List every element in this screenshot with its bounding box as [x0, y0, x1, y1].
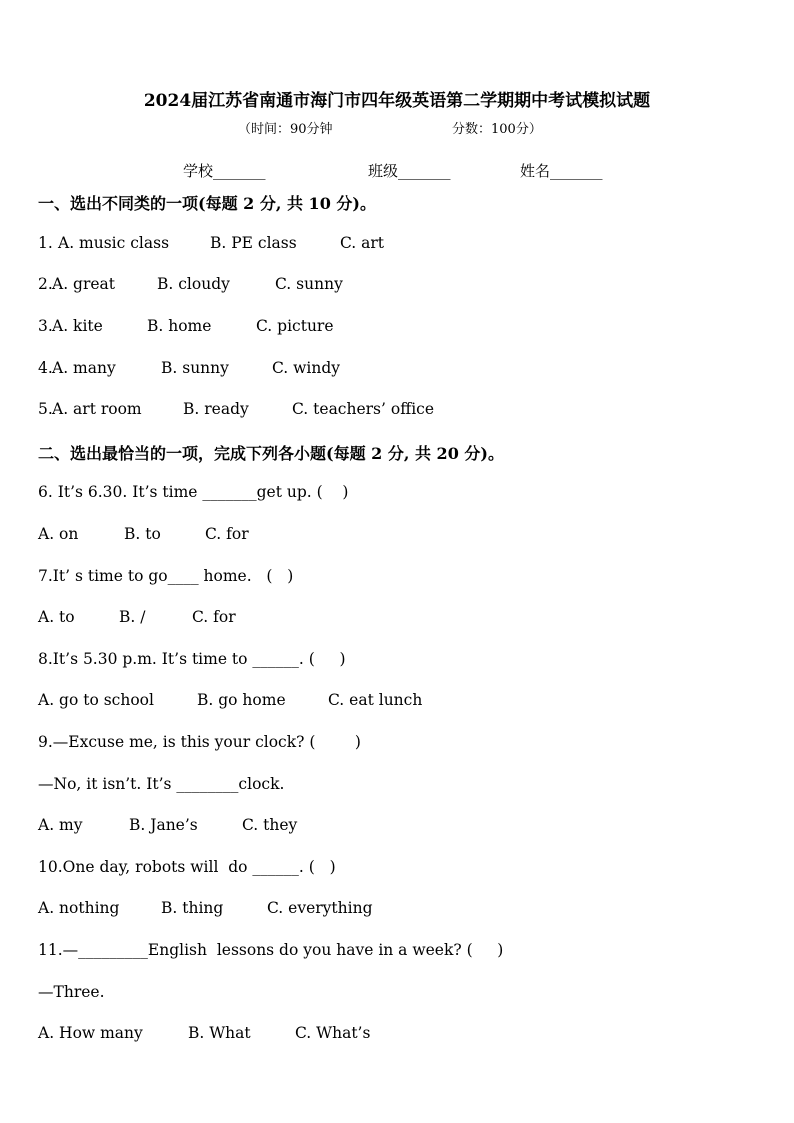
question-number: 1. [38, 234, 58, 252]
option-a: A. go to school [38, 691, 154, 709]
section-2-heading: 二、选出最恰当的一项，完成下列各小题(每题 2 分, 共 20 分)。 [38, 444, 504, 463]
option-c: C. teachers’ office [292, 400, 435, 418]
option-a: A. my [38, 816, 83, 834]
option-b: B. cloudy [157, 275, 230, 293]
question-stem-reply: —No, it isn’t. It’s ________clock. [38, 775, 285, 793]
option-a: A. many [52, 359, 116, 377]
name-field: 姓名_______ [520, 162, 603, 180]
class-field: 班级_______ [368, 162, 451, 180]
option-b: B. What [188, 1024, 251, 1042]
question-number: 2. [38, 275, 53, 293]
option-b: B. PE class [210, 234, 297, 252]
section-1-heading: 一、选出不同类的一项(每题 2 分, 共 10 分)。 [38, 194, 376, 213]
option-c: C. picture [256, 317, 334, 335]
question-stem-reply: —Three. [38, 983, 105, 1001]
option-c: C. for [192, 608, 236, 626]
question-number: 3. [38, 317, 53, 335]
question-number: 5. [38, 400, 53, 418]
time-limit: （时间：90分钟 [238, 122, 333, 137]
question-stem: 9.—Excuse me, is this your clock? ( ) [38, 733, 361, 751]
question-stem: 6. It’s 6.30. It’s time _______get up. ( ) [38, 483, 349, 501]
question-stem: 7.It’ s time to go____ home. ( ) [38, 567, 294, 585]
option-c: C. art [340, 234, 385, 252]
option-a: A. great [52, 275, 116, 293]
option-a: A. music class [58, 234, 170, 252]
option-b: B. to [124, 525, 161, 543]
question-stem: 8.It’s 5.30 p.m. It’s time to ______. ( ) [38, 650, 346, 668]
option-c: C. eat lunch [328, 691, 423, 709]
option-b: B. thing [161, 899, 224, 917]
option-a: A. on [38, 525, 79, 543]
option-b: B. ready [183, 400, 249, 418]
option-a: A. nothing [38, 899, 120, 917]
question-number: 4. [38, 359, 53, 377]
option-c: C. windy [272, 359, 341, 377]
option-b: B. home [147, 317, 212, 335]
school-field: 学校_______ [183, 162, 266, 180]
option-a: A. kite [52, 317, 103, 335]
option-b: B. sunny [161, 359, 229, 377]
option-c: C. they [242, 816, 298, 834]
total-score: 分数：100分） [452, 122, 542, 137]
question-stem: 11.—_________English lessons do you have in a week? ( ) [38, 941, 504, 959]
option-a: A. to [38, 608, 75, 626]
option-c: C. everything [267, 899, 373, 917]
option-a: A. How many [38, 1024, 143, 1042]
option-b: B. / [119, 608, 146, 626]
option-b: B. go home [197, 691, 286, 709]
option-c: C. for [205, 525, 249, 543]
option-b: B. Jane’s [129, 816, 198, 834]
page-title: 2024届江苏省南通市海门市四年级英语第二学期期中考试模拟试题 [143, 91, 651, 111]
question-stem: 10.One day, robots will do ______. ( ) [38, 858, 336, 876]
option-a: A. art room [52, 400, 142, 418]
option-c: C. sunny [275, 275, 343, 293]
option-c: C. What’s [295, 1024, 371, 1042]
